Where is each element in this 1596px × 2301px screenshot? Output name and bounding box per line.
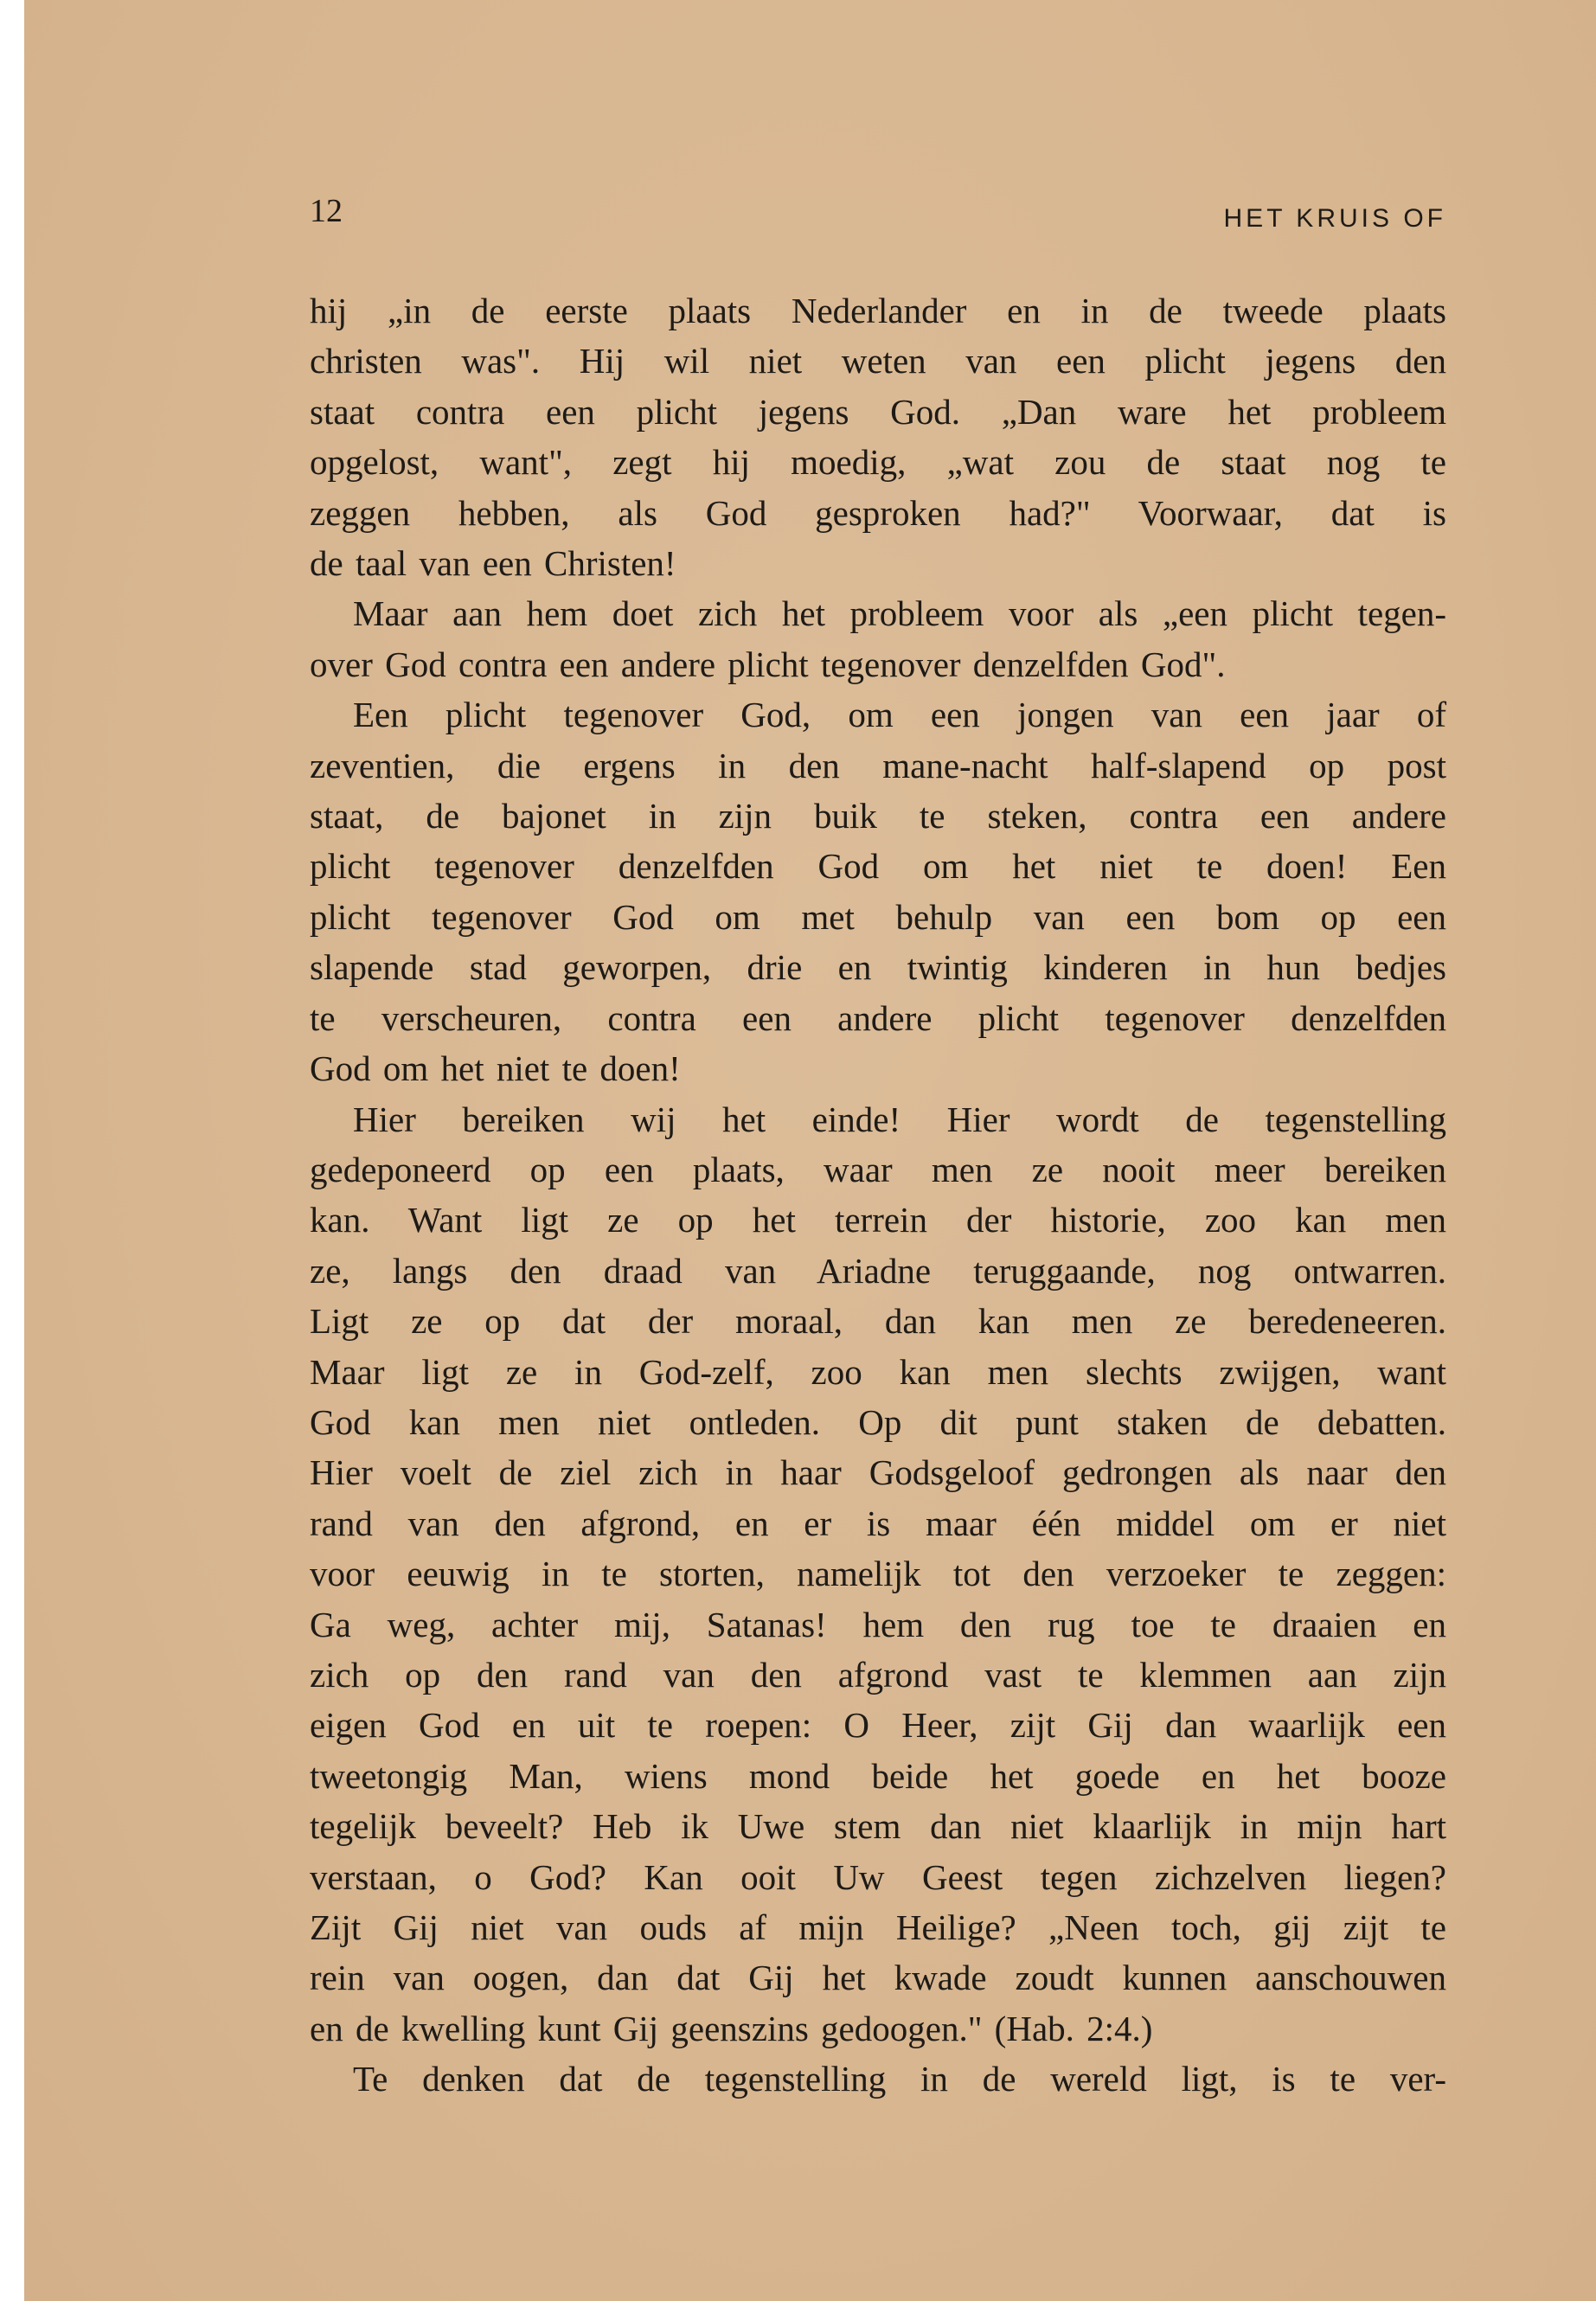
text-line: de taal van een Christen! [310, 543, 676, 584]
text-line: ze, langs den draad van Ariadne teruggaande, nog ontwarren. [310, 1250, 1446, 1291]
book-page [24, 0, 1596, 2301]
text-line: Een plicht tegenover God, om een jongen van een jaar of [353, 695, 1446, 735]
text-line: Ligt ze op dat der moraal, dan kan men ze beredeneeren. [310, 1301, 1446, 1342]
running-head: HET KRUIS OF [1223, 204, 1446, 233]
page-number: 12 [310, 193, 343, 229]
text-line: tweetongig Man, wiens mond beide het goede en het booze [310, 1755, 1446, 1796]
body-text [310, 285, 1446, 2105]
text-line: Hier bereiken wij het einde! Hier wordt de tegenstelling [353, 1099, 1446, 1139]
text-line: rand van den afgrond, en er is maar één middel om er niet [310, 1503, 1446, 1543]
text-line: Maar ligt ze in God-zelf, zoo kan men slechts zwijgen, want [310, 1351, 1446, 1392]
text-line: plicht tegenover denzelfden God om het niet te doen! Een [310, 846, 1446, 887]
text-line: plicht tegenover God om met behulp van een bom op een [310, 896, 1446, 937]
text-line: opgelost, want", zegt hij moedig, „wat zou de staat nog te [310, 442, 1446, 483]
text-line: God om het niet te doen! [310, 1048, 681, 1089]
text-line: zeggen hebben, als God gesproken had?" Voorwaar, dat is [310, 492, 1446, 533]
text-line: Hier voelt de ziel zich in haar Godsgeloof gedrongen als naar den [310, 1452, 1446, 1493]
text-line: slapende stad geworpen, drie en twintig kinderen in hun bedjes [310, 947, 1446, 988]
text-line: zich op den rand van den afgrond vast te klemmen aan zijn [310, 1654, 1446, 1695]
text-line: voor eeuwig in te storten, namelijk tot den verzoeker te zeggen: [310, 1554, 1446, 1594]
text-line: hij „in de eerste plaats Nederlander en in de tweede plaats [310, 291, 1446, 330]
text-line: zeventien, die ergens in den mane-nacht half-slapend op post [310, 745, 1446, 785]
text-line: God kan men niet ontleden. Op dit punt staken de debatten. [310, 1401, 1446, 1442]
text-line: eigen God en uit te roepen: O Heer, zijt Gij dan waarlijk een [310, 1705, 1446, 1746]
text-line: staat contra een plicht jegens God. „Dan ware het probleem [310, 391, 1446, 432]
text-line: Te denken dat de tegenstelling in de wereld ligt, is te ver- [353, 2059, 1446, 2099]
text-line: Ga weg, achter mij, Satanas! hem den rug toe te draaien en [310, 1604, 1446, 1644]
page-header [24, 192, 1596, 244]
text-line: Maar aan hem doet zich het probleem voor als „een plicht tegen- [353, 593, 1446, 634]
text-line: christen was". Hij wil niet weten van een plicht jegens den [310, 341, 1446, 381]
text-line: gedeponeerd op een plaats, waar men ze nooit meer bereiken [310, 1149, 1446, 1189]
text-line: rein van oogen, dan dat Gij het kwade zoudt kunnen aanschouwen [310, 1958, 1446, 1998]
text-line: kan. Want ligt ze op het terrein der historie, zoo kan men [310, 1200, 1446, 1240]
text-line: over God contra een andere plicht tegenover denzelfden God". [310, 644, 1226, 684]
text-line: staat, de bajonet in zijn buik te steken, contra een andere [310, 796, 1446, 836]
text-line: en de kwelling kunt Gij geenszins gedoogen." (Hab. 2:4.) [310, 2008, 1153, 2048]
text-line: Zijt Gij niet van ouds af mijn Heilige? „Neen toch, gij zijt te [310, 1907, 1446, 1947]
text-line: verstaan, o God? Kan ooit Uw Geest tegen zichzelven liegen? [310, 1856, 1446, 1897]
text-line: tegelijk beveelt? Heb ik Uwe stem dan niet klaarlijk in mijn hart [310, 1806, 1446, 1847]
text-line: te verscheuren, contra een andere plicht tegenover denzelfden [310, 997, 1446, 1038]
